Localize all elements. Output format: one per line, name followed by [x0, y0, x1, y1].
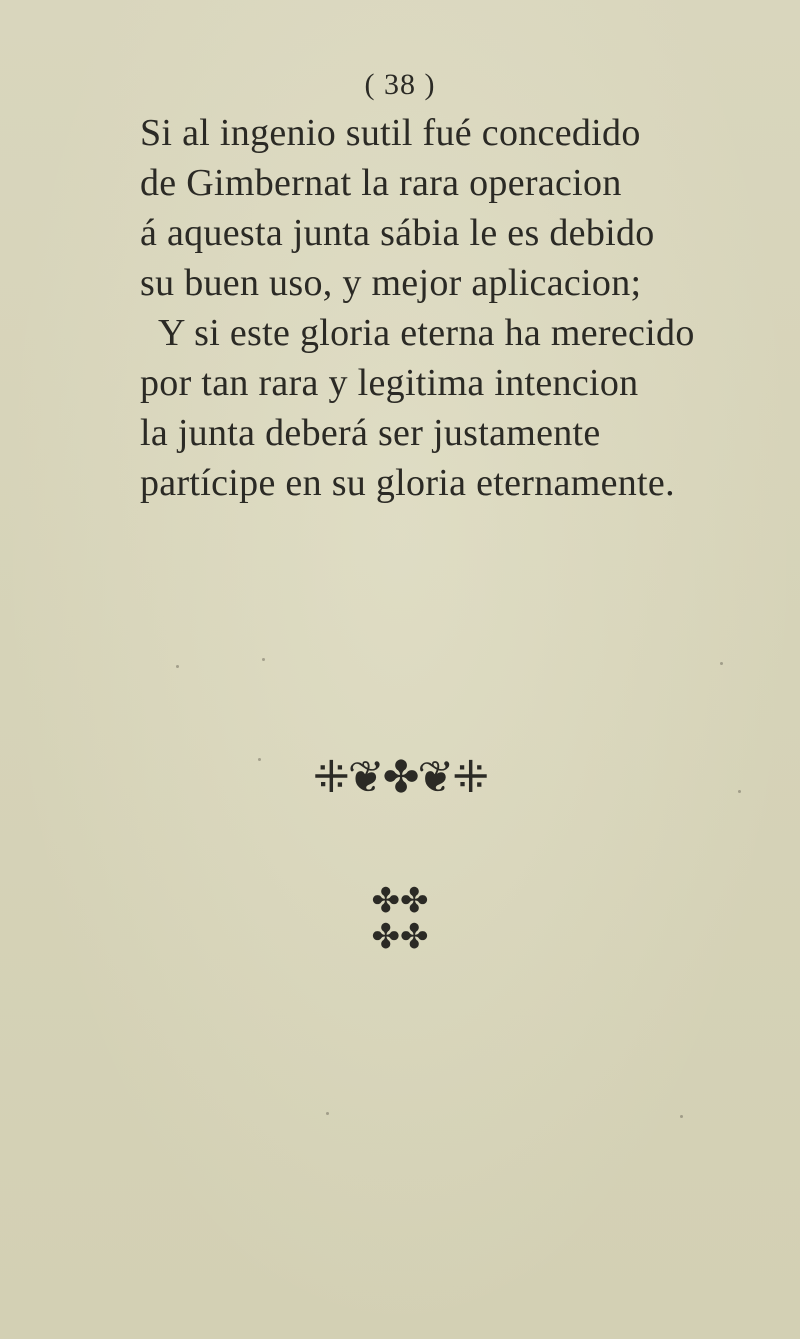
verse-stanza — [140, 108, 760, 508]
paper-speck — [738, 790, 741, 793]
page-number: ( 38 ) — [364, 68, 436, 101]
verse-line: Y si este gloria eterna ha merecido — [158, 312, 695, 354]
paper-speck — [680, 1115, 683, 1118]
ornament-band-icon: ⁜❦✤❦⁜ — [312, 753, 488, 802]
tailpiece-row: ✤✤ — [371, 919, 429, 956]
verse-line: partícipe en su gloria eternamente. — [140, 462, 675, 504]
verse-line: por tan rara y legitima intencion — [140, 362, 639, 404]
verse-line: la junta deberá ser justamente — [140, 412, 601, 454]
paper-speck — [720, 662, 723, 665]
tailpiece-row: ✤✤ — [371, 883, 429, 920]
ornament-tailpiece-icon — [0, 884, 800, 956]
verse-line: á aquesta junta sábia le es debido — [140, 212, 655, 254]
paper-speck — [326, 1112, 329, 1115]
paper-speck — [258, 758, 261, 761]
paper-speck — [176, 665, 179, 668]
verse-line: de Gimbernat la rara operacion — [140, 162, 622, 204]
verse-line: su buen uso, y mejor aplicacion; — [140, 262, 642, 304]
verse-line: Si al ingenio sutil fué concedido — [140, 112, 641, 154]
paper-speck — [262, 658, 265, 661]
